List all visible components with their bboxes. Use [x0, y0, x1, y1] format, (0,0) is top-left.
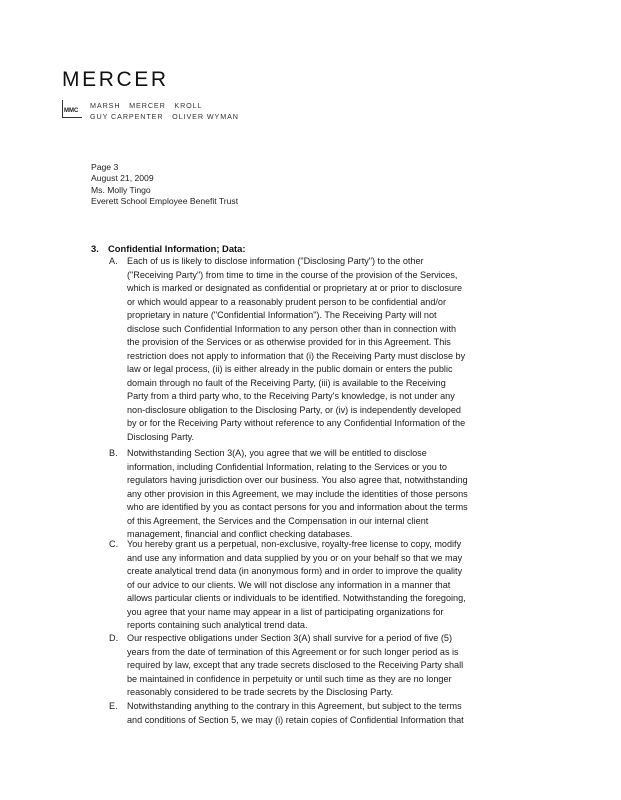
paragraph-line: Party from a third party who, to the Receiving Party's knowledge, is not under any [127, 391, 455, 401]
paragraph-line: Our respective obligations under Section 3(A) shall survive for a period of five (5) [127, 633, 453, 643]
paragraph-line: and use any information and data supplied by you or on your behalf so that we may [127, 552, 463, 563]
paragraph-e [109, 700, 539, 727]
paragraph-line: non-disclosure obligation to the Disclosing Party, or (iv) is independently developed [127, 404, 461, 415]
paragraph-line: of our advice to our clients. We will not disclose any information in a manner that [127, 579, 451, 590]
paragraph-line: reports containing such analytical trend data. [127, 620, 308, 630]
paragraph-line: who are identified by you as contact persons for you and information about the terms [127, 502, 468, 512]
paragraph-line: by or for the Receiving Party without reference to any Confidential Information of the [127, 418, 466, 428]
paragraph-line: law or legal process, (ii) is either already in the public domain or enters the public [127, 364, 453, 374]
paragraph-letter: C. [109, 539, 119, 549]
paragraph-line: required by law, except that any trade secrets disclosed to the Receiving Party shall [127, 660, 464, 670]
paragraph-c [109, 538, 539, 633]
paragraph-line: Notwithstanding Section 3(A), you agree that we will be entitled to disclose [127, 448, 427, 458]
paragraph-letter: A. [109, 256, 118, 266]
paragraph-line: any other provision in this Agreement, we may include the identities of those persons [127, 488, 468, 499]
paragraph-line: Notwithstanding anything to the contrary in this Agreement, but subject to the terms [127, 701, 462, 711]
paragraph-line: of this Agreement, the Services and the Compensation in our internal client [127, 515, 429, 526]
recipient-organization: Everett School Employee Benefit Trust [91, 196, 239, 207]
mmc-mark-text: MMC [64, 108, 79, 114]
paragraph-b [109, 447, 539, 542]
paragraph-line: you agree that your name may appear in a list of participating organizations for [127, 606, 444, 617]
paragraph-letter: E. [109, 701, 118, 711]
paragraph-line: management, financial and conflict checking databases. [127, 529, 353, 539]
paragraph-line: and conditions of Section 5, we may (i) retain copies of Confidential Information that [127, 714, 464, 725]
paragraph-line: reasonably considered to be trade secrets by the Disclosing Party. [127, 687, 394, 697]
paragraph-line: Each of us is likely to disclose information ("Disclosing Party") to the other [127, 256, 424, 266]
paragraph-line: the provision of the Services or as otherwise provided for in this Agreement. This [127, 337, 451, 347]
recipient-name: Ms. Molly Tingo [91, 184, 151, 195]
paragraph-line: or which would appear to a reasonably prudent person to be confidential and/or [127, 296, 446, 307]
paragraph-line: Disclosing Party. [127, 431, 195, 442]
paragraph-letter: B. [109, 448, 118, 458]
mercer-logo: MERCER [62, 68, 169, 91]
paragraph-line: disclose such Confidential Information to any person other than in connection with [127, 323, 457, 334]
paragraph-line: information, including Confidential Information, relating to the Services or you to [127, 461, 447, 472]
paragraph-line: restriction does not apply to information that (i) the Receiving Party must disclose by [127, 350, 466, 361]
paragraph-line: regulators having jurisdiction over our business. You also agree that, notwithstanding [127, 475, 468, 485]
paragraph-d [109, 632, 539, 700]
paragraph-line: allows particular clients or individuals to be identified. Notwithstanding the foregoing, [127, 593, 466, 603]
paragraph-line: You hereby grant us a perpetual, non-exclusive, royalty-free license to copy, modify [127, 539, 462, 549]
letter-date: August 21, 2009 [91, 173, 154, 184]
paragraph-line: create analytical trend data (in anonymous form) and in order to improve the quality [127, 566, 463, 576]
paragraph-a [109, 255, 539, 444]
paragraph-line: proprietary in nature ("Confidential Information"). The Receiving Party will not [127, 310, 437, 320]
section-title: Confidential Information; Data: [108, 243, 246, 254]
letter-header [91, 162, 238, 208]
paragraph-line: domain through no fault of the Receiving Party, (iii) is available to the Receiving [127, 377, 446, 388]
paragraph-line: years from the date of termination of this Agreement or for such longer period as is [127, 646, 459, 657]
paragraph-letter: D. [109, 633, 119, 643]
paragraph-line: ("Receiving Party") from time to time in the course of the provision of the Services, [127, 269, 458, 280]
affiliate-companies-line-2: GUY CARPENTER OLIVER WYMAN [90, 112, 239, 121]
section-heading [91, 243, 246, 254]
page-number: Page 3 [91, 162, 119, 172]
paragraph-line: which is marked or designated as confidential or proprietary at or prior to disclosure [127, 283, 463, 293]
section-number: 3. [91, 243, 99, 254]
affiliate-companies-line-1: MARSH MERCER KROLL [90, 101, 203, 110]
paragraph-line: be maintained in confidence in perpetuity or until such time as they are no longer [127, 673, 452, 684]
